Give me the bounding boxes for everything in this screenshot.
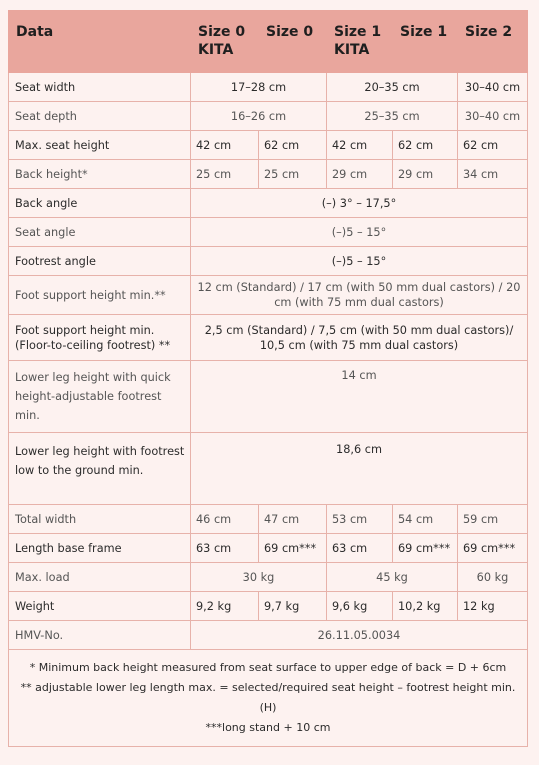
row-label: Max. seat height <box>9 131 191 160</box>
table-cell: 9,2 kg <box>191 592 259 621</box>
row-label: Seat angle <box>9 218 191 247</box>
table-cell: 30–40 cm <box>458 73 528 102</box>
table-cell: 54 cm <box>393 505 458 534</box>
table-cell: (–) 3° – 17,5° <box>191 189 528 218</box>
header-size1-kita: Size 1 KITA <box>327 11 393 73</box>
table-cell: (–)5 – 15° <box>191 218 528 247</box>
row-label: Max. load <box>9 563 191 592</box>
header-size2: Size 2 <box>458 11 528 73</box>
table-row <box>9 73 528 102</box>
table-cell: 25–35 cm <box>327 102 458 131</box>
table-cell: 63 cm <box>191 534 259 563</box>
table-cell: 9,6 kg <box>327 592 393 621</box>
table-cell: 10,2 kg <box>393 592 458 621</box>
row-label: Footrest angle <box>9 247 191 276</box>
footnote-3: ***long stand + 10 cm <box>205 721 331 734</box>
table-cell: 69 cm*** <box>458 534 528 563</box>
table-row <box>9 621 528 650</box>
table-cell: 12 kg <box>458 592 528 621</box>
table-row <box>9 315 528 361</box>
table-cell: 63 cm <box>327 534 393 563</box>
row-label: Lower leg height with footrest low to the ground min. <box>9 433 191 505</box>
row-label: Seat depth <box>9 102 191 131</box>
row-label: Weight <box>9 592 191 621</box>
table-cell: 25 cm <box>191 160 259 189</box>
table-cell: 69 cm*** <box>393 534 458 563</box>
table-row <box>9 218 528 247</box>
table-cell: 17–28 cm <box>191 73 327 102</box>
table-cell: 34 cm <box>458 160 528 189</box>
table-cell: 62 cm <box>458 131 528 160</box>
table-cell: 46 cm <box>191 505 259 534</box>
header-size0: Size 0 <box>259 11 327 73</box>
table-cell: 59 cm <box>458 505 528 534</box>
footnote-2: ** adjustable lower leg length max. = selected/required seat height – footrest height min. (H) <box>20 681 516 714</box>
table-cell: 45 kg <box>327 563 458 592</box>
table-cell: 16–26 cm <box>191 102 327 131</box>
table-row <box>9 592 528 621</box>
header-size1: Size 1 <box>393 11 458 73</box>
table-cell: 42 cm <box>191 131 259 160</box>
row-label: Foot support height min. (Floor-to-ceiling footrest) ** <box>9 315 191 361</box>
spec-table-container <box>8 10 527 747</box>
footnotes <box>9 650 528 747</box>
table-row <box>9 131 528 160</box>
table-cell: 30 kg <box>191 563 327 592</box>
row-label: Lower leg height with quick height-adjustable footrest min. <box>9 361 191 433</box>
table-row <box>9 189 528 218</box>
table-row <box>9 160 528 189</box>
header-data: Data <box>9 11 191 73</box>
footnote-1: * Minimum back height measured from seat surface to upper edge of back = D + 6cm <box>29 661 507 674</box>
table-cell: (–)5 – 15° <box>191 247 528 276</box>
table-cell: 62 cm <box>259 131 327 160</box>
table-header-row <box>9 11 528 73</box>
footnotes-row <box>9 650 528 747</box>
table-cell: 29 cm <box>327 160 393 189</box>
table-cell: 14 cm <box>191 361 528 433</box>
table-cell: 9,7 kg <box>259 592 327 621</box>
row-label: Total width <box>9 505 191 534</box>
spec-table <box>8 10 528 747</box>
row-label: Length base frame <box>9 534 191 563</box>
table-cell: 42 cm <box>327 131 393 160</box>
table-cell: 18,6 cm <box>191 433 528 505</box>
table-cell: 2,5 cm (Standard) / 7,5 cm (with 50 mm dual castors)/ 10,5 cm (with 75 mm dual castors) <box>191 315 528 361</box>
table-cell: 29 cm <box>393 160 458 189</box>
table-cell: 12 cm (Standard) / 17 cm (with 50 mm dual castors) / 20 cm (with 75 mm dual castors) <box>191 276 528 315</box>
table-row <box>9 361 528 433</box>
row-label: Foot support height min.** <box>9 276 191 315</box>
table-row <box>9 534 528 563</box>
table-cell: 30–40 cm <box>458 102 528 131</box>
table-cell: 26.11.05.0034 <box>191 621 528 650</box>
table-cell: 20–35 cm <box>327 73 458 102</box>
row-label: Back angle <box>9 189 191 218</box>
table-row <box>9 102 528 131</box>
table-cell: 62 cm <box>393 131 458 160</box>
row-label: HMV-No. <box>9 621 191 650</box>
table-cell: 69 cm*** <box>259 534 327 563</box>
table-cell: 60 kg <box>458 563 528 592</box>
table-row <box>9 276 528 315</box>
table-row <box>9 433 528 505</box>
row-label: Seat width <box>9 73 191 102</box>
table-cell: 47 cm <box>259 505 327 534</box>
table-cell: 25 cm <box>259 160 327 189</box>
table-cell: 53 cm <box>327 505 393 534</box>
row-label: Back height* <box>9 160 191 189</box>
table-row <box>9 563 528 592</box>
header-size0-kita: Size 0 KITA <box>191 11 259 73</box>
table-row <box>9 247 528 276</box>
table-row <box>9 505 528 534</box>
